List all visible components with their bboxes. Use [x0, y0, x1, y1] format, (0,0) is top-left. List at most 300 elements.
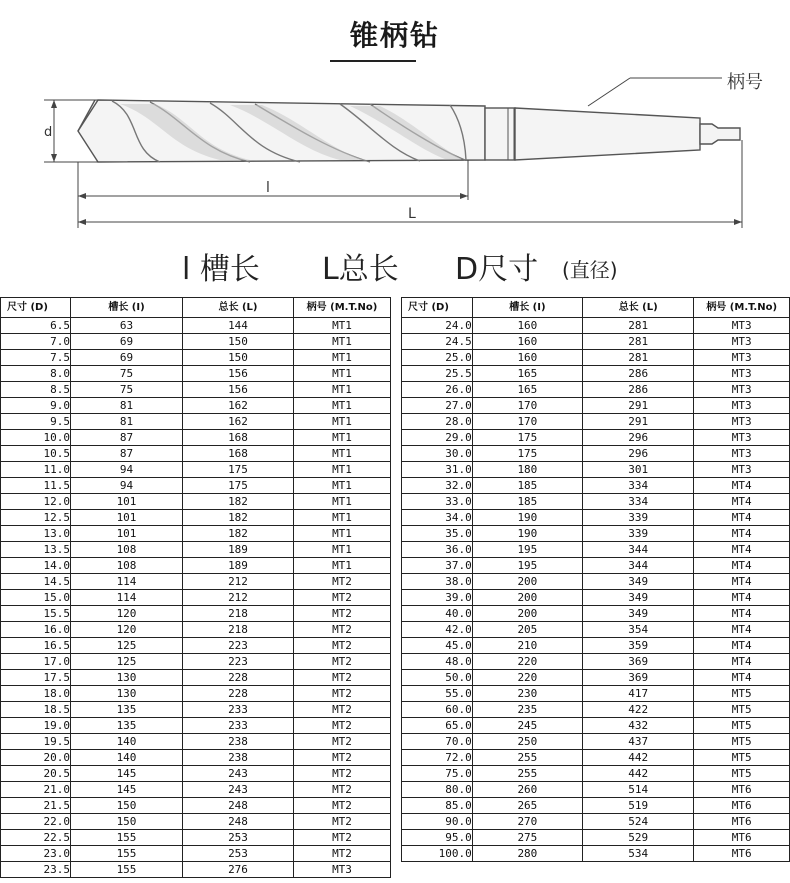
cell-groove-length: 265: [472, 798, 582, 814]
cell-groove-length: 125: [71, 654, 183, 670]
cell-size: 15.5: [1, 606, 71, 622]
cell-total-length: 144: [183, 318, 294, 334]
table-row: [402, 638, 790, 654]
cell-size: 13.5: [1, 542, 71, 558]
cell-total-length: 233: [183, 718, 294, 734]
cell-total-length: 243: [183, 782, 294, 798]
cell-groove-length: 155: [71, 830, 183, 846]
cell-shank-no: MT5: [694, 734, 790, 750]
cell-shank-no: MT4: [694, 638, 790, 654]
cell-groove-length: 114: [71, 574, 183, 590]
legend-diameter: (直径): [562, 258, 618, 282]
cell-groove-length: 175: [472, 446, 582, 462]
cell-total-length: 223: [183, 638, 294, 654]
cell-groove-length: 94: [71, 478, 183, 494]
cell-groove-length: 155: [71, 846, 183, 862]
cell-shank-no: MT4: [694, 478, 790, 494]
table-row: [1, 478, 391, 494]
drill-shank: [515, 108, 700, 160]
cell-shank-no: MT2: [294, 766, 391, 782]
cell-size: 8.5: [1, 382, 71, 398]
d-dimension-label: d: [44, 125, 53, 140]
cell-size: 40.0: [402, 606, 473, 622]
cell-shank-no: MT1: [294, 558, 391, 574]
cell-shank-no: MT3: [694, 398, 790, 414]
table-header-row: [402, 298, 790, 318]
cell-total-length: 422: [583, 702, 694, 718]
table-row: [1, 590, 391, 606]
table-row: [1, 558, 391, 574]
table-row: [402, 670, 790, 686]
cell-size: 22.5: [1, 830, 71, 846]
cell-total-length: 168: [183, 430, 294, 446]
table-row: [402, 318, 790, 334]
cell-groove-length: 175: [472, 430, 582, 446]
cell-size: 17.5: [1, 670, 71, 686]
cell-size: 36.0: [402, 542, 473, 558]
cell-size: 12.5: [1, 510, 71, 526]
cell-size: 31.0: [402, 462, 473, 478]
table-row: [402, 414, 790, 430]
cell-groove-length: 160: [472, 350, 582, 366]
cell-size: 15.0: [1, 590, 71, 606]
table-row: [402, 686, 790, 702]
cell-size: 19.5: [1, 734, 71, 750]
cell-total-length: 534: [583, 846, 694, 862]
drill-tang: [700, 124, 740, 144]
cell-groove-length: 235: [472, 702, 582, 718]
cell-shank-no: MT1: [294, 494, 391, 510]
cell-total-length: 296: [583, 446, 694, 462]
cell-size: 95.0: [402, 830, 473, 846]
cell-total-length: 339: [583, 510, 694, 526]
cell-total-length: 238: [183, 750, 294, 766]
table-row: [1, 574, 391, 590]
cell-total-length: 281: [583, 318, 694, 334]
cell-groove-length: 260: [472, 782, 582, 798]
cell-groove-length: 75: [71, 366, 183, 382]
cell-total-length: 514: [583, 782, 694, 798]
cell-size: 37.0: [402, 558, 473, 574]
cell-shank-no: MT6: [694, 846, 790, 862]
cell-total-length: 344: [583, 542, 694, 558]
cell-shank-no: MT4: [694, 494, 790, 510]
cell-groove-length: 130: [71, 670, 183, 686]
cell-size: 29.0: [402, 430, 473, 446]
cell-groove-length: 255: [472, 750, 582, 766]
cell-total-length: 168: [183, 446, 294, 462]
cell-groove-length: 220: [472, 654, 582, 670]
table-row: [1, 430, 391, 446]
header-total: 总长 (L): [583, 298, 694, 318]
cell-total-length: 349: [583, 574, 694, 590]
cell-shank-no: MT1: [294, 510, 391, 526]
cell-total-length: 228: [183, 670, 294, 686]
cell-shank-no: MT2: [294, 718, 391, 734]
cell-shank-no: MT3: [694, 382, 790, 398]
cell-shank-no: MT1: [294, 414, 391, 430]
cell-size: 10.5: [1, 446, 71, 462]
table-row: [1, 398, 391, 414]
cell-size: 17.0: [1, 654, 71, 670]
legend-total-length: L总长: [322, 252, 399, 287]
cell-size: 100.0: [402, 846, 473, 862]
table-row: [402, 494, 790, 510]
table-row: [1, 830, 391, 846]
table-row: [1, 750, 391, 766]
header-shank: 柄号 (M.T.No): [294, 298, 391, 318]
table-row: [402, 734, 790, 750]
cell-total-length: 150: [183, 334, 294, 350]
table-row: [402, 510, 790, 526]
cell-groove-length: 220: [472, 670, 582, 686]
cell-size: 7.5: [1, 350, 71, 366]
cell-total-length: 339: [583, 526, 694, 542]
table-row: [402, 430, 790, 446]
cell-shank-no: MT4: [694, 574, 790, 590]
cell-shank-no: MT3: [694, 350, 790, 366]
cell-groove-length: 200: [472, 574, 582, 590]
cell-shank-no: MT1: [294, 366, 391, 382]
table-row: [1, 622, 391, 638]
cell-shank-no: MT6: [694, 814, 790, 830]
cell-size: 21.5: [1, 798, 71, 814]
cell-shank-no: MT2: [294, 622, 391, 638]
table-row: [1, 782, 391, 798]
cell-total-length: 243: [183, 766, 294, 782]
cell-shank-no: MT1: [294, 398, 391, 414]
table-row: [402, 622, 790, 638]
cell-groove-length: 120: [71, 606, 183, 622]
cell-size: 48.0: [402, 654, 473, 670]
cell-total-length: 281: [583, 350, 694, 366]
cell-size: 75.0: [402, 766, 473, 782]
cell-total-length: 354: [583, 622, 694, 638]
cell-groove-length: 210: [472, 638, 582, 654]
cell-size: 38.0: [402, 574, 473, 590]
table-row: [1, 638, 391, 654]
table-row: [1, 670, 391, 686]
cell-size: 55.0: [402, 686, 473, 702]
cell-total-length: 182: [183, 494, 294, 510]
cell-groove-length: 185: [472, 494, 582, 510]
table-row: [402, 526, 790, 542]
cell-groove-length: 69: [71, 350, 183, 366]
cell-total-length: 359: [583, 638, 694, 654]
cell-groove-length: 114: [71, 590, 183, 606]
cell-size: 19.0: [1, 718, 71, 734]
cell-shank-no: MT1: [294, 478, 391, 494]
cell-groove-length: 145: [71, 766, 183, 782]
cell-size: 39.0: [402, 590, 473, 606]
cell-size: 28.0: [402, 414, 473, 430]
cell-groove-length: 140: [71, 750, 183, 766]
cell-total-length: 218: [183, 606, 294, 622]
cell-size: 7.0: [1, 334, 71, 350]
cell-size: 85.0: [402, 798, 473, 814]
cell-groove-length: 165: [472, 382, 582, 398]
cell-total-length: 162: [183, 414, 294, 430]
cell-groove-length: 101: [71, 510, 183, 526]
cell-shank-no: MT1: [294, 542, 391, 558]
cell-groove-length: 195: [472, 542, 582, 558]
cell-groove-length: 150: [71, 814, 183, 830]
table-row: [402, 606, 790, 622]
table-row: [1, 510, 391, 526]
cell-shank-no: MT3: [694, 462, 790, 478]
cell-groove-length: 108: [71, 542, 183, 558]
legend-size: D尺寸: [455, 252, 539, 287]
cell-size: 24.0: [402, 318, 473, 334]
cell-shank-no: MT2: [294, 574, 391, 590]
cell-size: 20.0: [1, 750, 71, 766]
cell-groove-length: 130: [71, 686, 183, 702]
cell-groove-length: 135: [71, 702, 183, 718]
table-row: [402, 350, 790, 366]
cell-shank-no: MT1: [294, 382, 391, 398]
table-row: [402, 398, 790, 414]
cell-shank-no: MT1: [294, 526, 391, 542]
table-row: [402, 590, 790, 606]
table-row: [1, 334, 391, 350]
cell-groove-length: 125: [71, 638, 183, 654]
cell-shank-no: MT6: [694, 798, 790, 814]
cell-shank-no: MT2: [294, 798, 391, 814]
cell-size: 35.0: [402, 526, 473, 542]
cell-groove-length: 165: [472, 366, 582, 382]
cell-shank-no: MT5: [694, 750, 790, 766]
table-row: [1, 462, 391, 478]
cell-total-length: 212: [183, 590, 294, 606]
cell-groove-length: 185: [472, 478, 582, 494]
cell-size: 11.0: [1, 462, 71, 478]
cell-groove-length: 245: [472, 718, 582, 734]
cell-shank-no: MT1: [294, 430, 391, 446]
cell-shank-no: MT1: [294, 334, 391, 350]
cell-total-length: 349: [583, 590, 694, 606]
cell-groove-length: 270: [472, 814, 582, 830]
cell-shank-no: MT2: [294, 590, 391, 606]
table-row: [1, 446, 391, 462]
cell-shank-no: MT2: [294, 814, 391, 830]
cell-total-length: 291: [583, 398, 694, 414]
cell-size: 30.0: [402, 446, 473, 462]
cell-total-length: 175: [183, 478, 294, 494]
cell-groove-length: 120: [71, 622, 183, 638]
cell-groove-length: 170: [472, 398, 582, 414]
table-row: [402, 654, 790, 670]
drill-drawing: [0, 62, 790, 242]
table-row: [402, 782, 790, 798]
cell-groove-length: 101: [71, 494, 183, 510]
cell-total-length: 369: [583, 654, 694, 670]
cell-groove-length: 190: [472, 510, 582, 526]
cell-groove-length: 230: [472, 686, 582, 702]
cell-size: 27.0: [402, 398, 473, 414]
table-row: [402, 702, 790, 718]
table-row: [1, 414, 391, 430]
cell-total-length: 524: [583, 814, 694, 830]
cell-total-length: 369: [583, 670, 694, 686]
table-row: [1, 814, 391, 830]
cell-shank-no: MT3: [694, 430, 790, 446]
cell-total-length: 238: [183, 734, 294, 750]
cell-total-length: 228: [183, 686, 294, 702]
cell-size: 9.0: [1, 398, 71, 414]
cell-size: 8.0: [1, 366, 71, 382]
cell-total-length: 175: [183, 462, 294, 478]
cell-total-length: 442: [583, 766, 694, 782]
cell-size: 42.0: [402, 622, 473, 638]
header-shank: 柄号 (M.T.No): [694, 298, 790, 318]
cell-groove-length: 250: [472, 734, 582, 750]
cell-shank-no: MT1: [294, 350, 391, 366]
cell-size: 24.5: [402, 334, 473, 350]
cell-groove-length: 81: [71, 414, 183, 430]
table-row: [1, 702, 391, 718]
cell-total-length: 233: [183, 702, 294, 718]
cell-size: 18.5: [1, 702, 71, 718]
cell-size: 72.0: [402, 750, 473, 766]
table-row: [1, 526, 391, 542]
cell-size: 26.0: [402, 382, 473, 398]
cell-total-length: 218: [183, 622, 294, 638]
cell-size: 34.0: [402, 510, 473, 526]
cell-size: 25.5: [402, 366, 473, 382]
cell-shank-no: MT3: [294, 862, 391, 878]
cell-size: 23.0: [1, 846, 71, 862]
cell-shank-no: MT5: [694, 686, 790, 702]
table-row: [402, 766, 790, 782]
table-row: [402, 574, 790, 590]
L-dimension-label: L: [408, 206, 416, 222]
cell-groove-length: 200: [472, 590, 582, 606]
cell-total-length: 189: [183, 558, 294, 574]
table-row: [1, 734, 391, 750]
cell-size: 14.0: [1, 558, 71, 574]
table-row: [1, 382, 391, 398]
cell-groove-length: 255: [472, 766, 582, 782]
cell-size: 70.0: [402, 734, 473, 750]
cell-total-length: 276: [183, 862, 294, 878]
cell-size: 50.0: [402, 670, 473, 686]
cell-total-length: 182: [183, 526, 294, 542]
cell-shank-no: MT2: [294, 606, 391, 622]
cell-total-length: 437: [583, 734, 694, 750]
table-row: [1, 862, 391, 878]
cell-shank-no: MT6: [694, 830, 790, 846]
cell-shank-no: MT4: [694, 622, 790, 638]
table-row: [1, 542, 391, 558]
cell-groove-length: 205: [472, 622, 582, 638]
cell-total-length: 162: [183, 398, 294, 414]
cell-shank-no: MT1: [294, 318, 391, 334]
cell-total-length: 344: [583, 558, 694, 574]
spec-table-left: [0, 297, 391, 878]
cell-size: 23.5: [1, 862, 71, 878]
cell-total-length: 417: [583, 686, 694, 702]
cell-groove-length: 135: [71, 718, 183, 734]
cell-shank-no: MT2: [294, 830, 391, 846]
cell-groove-length: 190: [472, 526, 582, 542]
table-row: [402, 814, 790, 830]
cell-shank-no: MT4: [694, 670, 790, 686]
table-row: [402, 830, 790, 846]
cell-groove-length: 150: [71, 798, 183, 814]
table-row: [402, 366, 790, 382]
header-size: 尺寸 (D): [1, 298, 71, 318]
cell-total-length: 253: [183, 846, 294, 862]
cell-total-length: 301: [583, 462, 694, 478]
cell-shank-no: MT4: [694, 654, 790, 670]
cell-total-length: 349: [583, 606, 694, 622]
table-row: [1, 766, 391, 782]
cell-groove-length: 170: [472, 414, 582, 430]
cell-total-length: 296: [583, 430, 694, 446]
cell-size: 25.0: [402, 350, 473, 366]
legend-groove-length: l 槽长: [182, 252, 260, 287]
table-row: [402, 382, 790, 398]
cell-shank-no: MT5: [694, 718, 790, 734]
cell-total-length: 519: [583, 798, 694, 814]
table-row: [1, 366, 391, 382]
table-row: [402, 750, 790, 766]
table-row: [1, 318, 391, 334]
cell-shank-no: MT2: [294, 670, 391, 686]
table-row: [402, 846, 790, 862]
cell-size: 33.0: [402, 494, 473, 510]
cell-shank-no: MT2: [294, 638, 391, 654]
cell-total-length: 182: [183, 510, 294, 526]
cell-shank-no: MT2: [294, 734, 391, 750]
l-dimension-label: l: [266, 180, 270, 196]
shank-label: 柄号: [727, 72, 763, 93]
cell-shank-no: MT2: [294, 750, 391, 766]
table-row: [1, 718, 391, 734]
cell-size: 10.0: [1, 430, 71, 446]
table-row: [1, 606, 391, 622]
cell-shank-no: MT2: [294, 686, 391, 702]
cell-shank-no: MT3: [694, 414, 790, 430]
header-size: 尺寸 (D): [402, 298, 473, 318]
cell-size: 6.5: [1, 318, 71, 334]
spec-table-right: [401, 297, 790, 862]
table-row: [1, 654, 391, 670]
cell-shank-no: MT6: [694, 782, 790, 798]
header-total: 总长 (L): [183, 298, 294, 318]
cell-shank-no: MT3: [694, 366, 790, 382]
cell-size: 12.0: [1, 494, 71, 510]
cell-total-length: 286: [583, 366, 694, 382]
cell-groove-length: 140: [71, 734, 183, 750]
cell-shank-no: MT4: [694, 590, 790, 606]
cell-shank-no: MT4: [694, 542, 790, 558]
cell-size: 18.0: [1, 686, 71, 702]
table-row: [1, 494, 391, 510]
cell-shank-no: MT3: [694, 446, 790, 462]
cell-groove-length: 280: [472, 846, 582, 862]
cell-groove-length: 108: [71, 558, 183, 574]
cell-total-length: 442: [583, 750, 694, 766]
cell-shank-no: MT5: [694, 766, 790, 782]
table-row: [402, 798, 790, 814]
cell-groove-length: 200: [472, 606, 582, 622]
cell-size: 80.0: [402, 782, 473, 798]
cell-size: 9.5: [1, 414, 71, 430]
table-row: [402, 558, 790, 574]
cell-size: 32.0: [402, 478, 473, 494]
table-header-row: [1, 298, 391, 318]
